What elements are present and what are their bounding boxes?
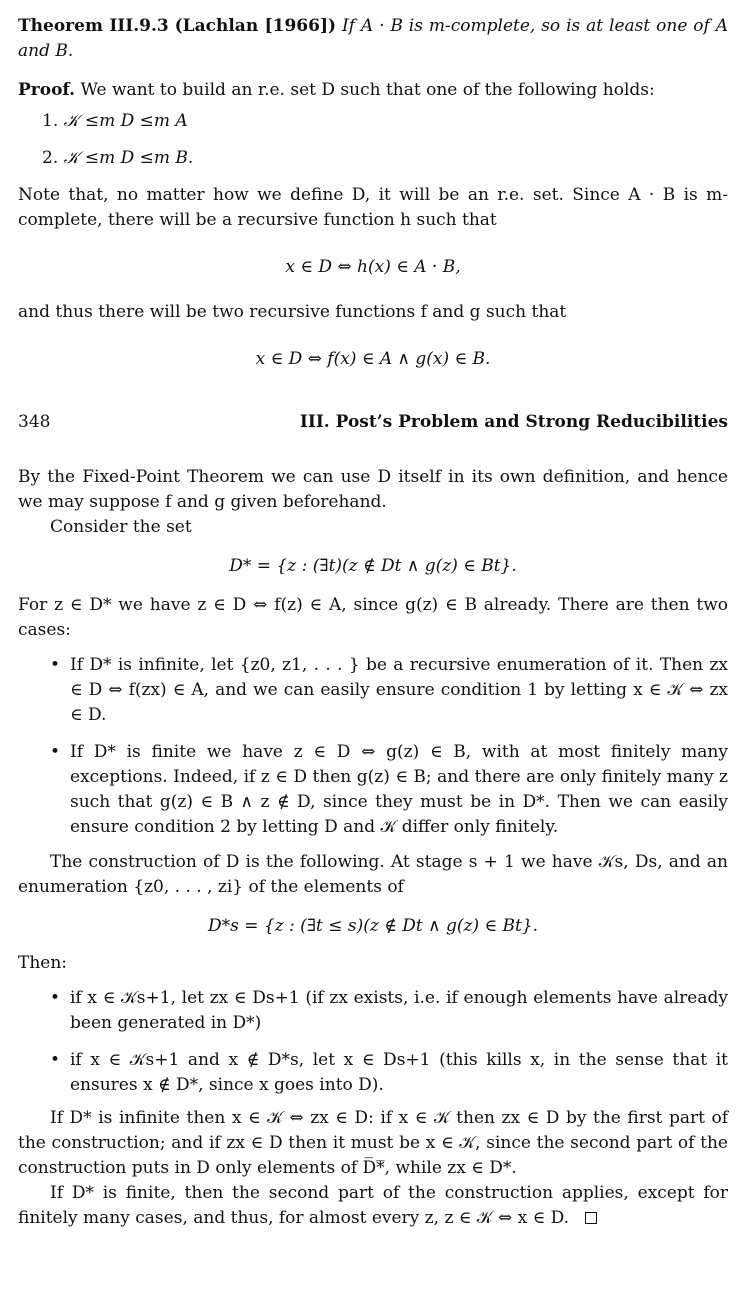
page-number: 348 bbox=[18, 412, 51, 432]
theorem bbox=[18, 14, 728, 64]
step-item bbox=[18, 986, 728, 1036]
note-paragraph: Note that, no matter how we define D, it will be an r.e. set. Since A · B is m-complete, there will be a recursive function h such that bbox=[18, 185, 728, 230]
step-item bbox=[18, 1048, 728, 1098]
condition-item bbox=[42, 109, 728, 134]
case-text: If D* is infinite, let {z0, z1, . . . } be a recursive enumeration of it. Then zx ∈ D ⇔ f(zx) ∈ A, and we can easily ensure condition 1 by letting x ∈ 𝒦 ⇔ zx ∈ D. bbox=[70, 655, 728, 725]
condition-list bbox=[42, 109, 728, 171]
case-text: If D* is finite we have z ∈ D ⇔ g(z) ∈ B, with at most finitely many exceptions. Indeed, if z ∈ D then g(z) ∈ B; and there are only finitely many z such that g(z) ∈ B ∧ z ∉ D, since they must be in D*. Then we can easily ensure condition 2 by letting D and 𝒦 differ only finitely. bbox=[70, 742, 728, 837]
then-paragraph: Then: bbox=[18, 953, 68, 973]
proof-label: Proof. bbox=[18, 80, 76, 100]
equation-fg: x ∈ D ⇔ f(x) ∈ A ∧ g(x) ∈ B. bbox=[255, 349, 491, 369]
condition-number: 1. bbox=[42, 111, 59, 131]
proof-intro bbox=[18, 78, 728, 103]
bullet: • bbox=[50, 655, 61, 675]
running-head bbox=[18, 410, 728, 435]
condition-text: 𝒦 ≤m D ≤m B. bbox=[63, 148, 194, 168]
thus-paragraph: and thus there will be two recursive functions f and g such that bbox=[18, 302, 567, 322]
case-list bbox=[18, 653, 728, 840]
condition-number: 2. bbox=[42, 148, 59, 168]
case-item bbox=[18, 653, 728, 728]
bullet: • bbox=[50, 742, 61, 762]
construction-steps bbox=[18, 986, 728, 1098]
infinite-case-paragraph: If D* is infinite then x ∈ 𝒦 ⇔ zx ∈ D: if x ∈ 𝒦 then zx ∈ D by the first part of the construction; and if zx ∈ D then it must be x ∈ 𝒦, since the second part of the construction puts in D only elements of D̅*̅, while zx ∈ D*. bbox=[18, 1108, 728, 1178]
bullet: • bbox=[50, 1050, 61, 1070]
finite-case-text: If D* is finite, then the second part of the construction applies, except for finitely many cases, and thus, for almost every z, z ∈ 𝒦 ⇔ x ∈ D. bbox=[18, 1183, 728, 1228]
page-content bbox=[18, 14, 728, 1231]
step-text: if x ∈ 𝒦s+1, let zx ∈ Ds+1 (if zx exists, i.e. if enough elements have already been generated in D*) bbox=[70, 988, 728, 1033]
qed-box-icon bbox=[585, 1212, 597, 1224]
chapter-title: III. Post’s Problem and Strong Reducibilities bbox=[299, 412, 728, 432]
theorem-heading: Theorem III.9.3 bbox=[18, 16, 169, 36]
case-item bbox=[18, 740, 728, 840]
fixed-point-paragraph: By the Fixed-Point Theorem we can use D itself in its own definition, and hence we may suppose f and g given beforehand. bbox=[18, 467, 728, 512]
finite-case-paragraph bbox=[18, 1181, 728, 1231]
theorem-attribution: (Lachlan [1966]) bbox=[174, 16, 337, 36]
proof-intro-text: We want to build an r.e. set D such that one of the following holds: bbox=[80, 80, 655, 100]
equation-dstar: D* = {z : (∃t)(z ∉ Dt ∧ g(z) ∈ Bt}. bbox=[229, 556, 517, 576]
consider-paragraph: Consider the set bbox=[50, 517, 192, 537]
equation-h: x ∈ D ⇔ h(x) ∈ A · B, bbox=[285, 257, 461, 277]
theorem-statement: If A · B is m-complete, so is at least one of A and B. bbox=[18, 16, 729, 61]
step-text: if x ∈ 𝒦s+1 and x ∉ D*s, let x ∈ Ds+1 (this kills x, in the sense that it ensures x ∉ D*, since x goes into D). bbox=[70, 1050, 728, 1095]
cases-intro-paragraph: For z ∈ D* we have z ∈ D ⇔ f(z) ∈ A, since g(z) ∈ B already. There are then two cases: bbox=[18, 595, 728, 640]
condition-item bbox=[42, 146, 728, 171]
equation-dstar-s: D*s = {z : (∃t ≤ s)(z ∉ Dt ∧ g(z) ∈ Bt}. bbox=[207, 916, 539, 936]
bullet: • bbox=[50, 988, 61, 1008]
construction-paragraph: The construction of D is the following. At stage s + 1 we have 𝒦s, Ds, and an enumeration {z0, . . . , zi} of the elements of bbox=[18, 852, 728, 897]
condition-text: 𝒦 ≤m D ≤m A bbox=[63, 111, 188, 131]
